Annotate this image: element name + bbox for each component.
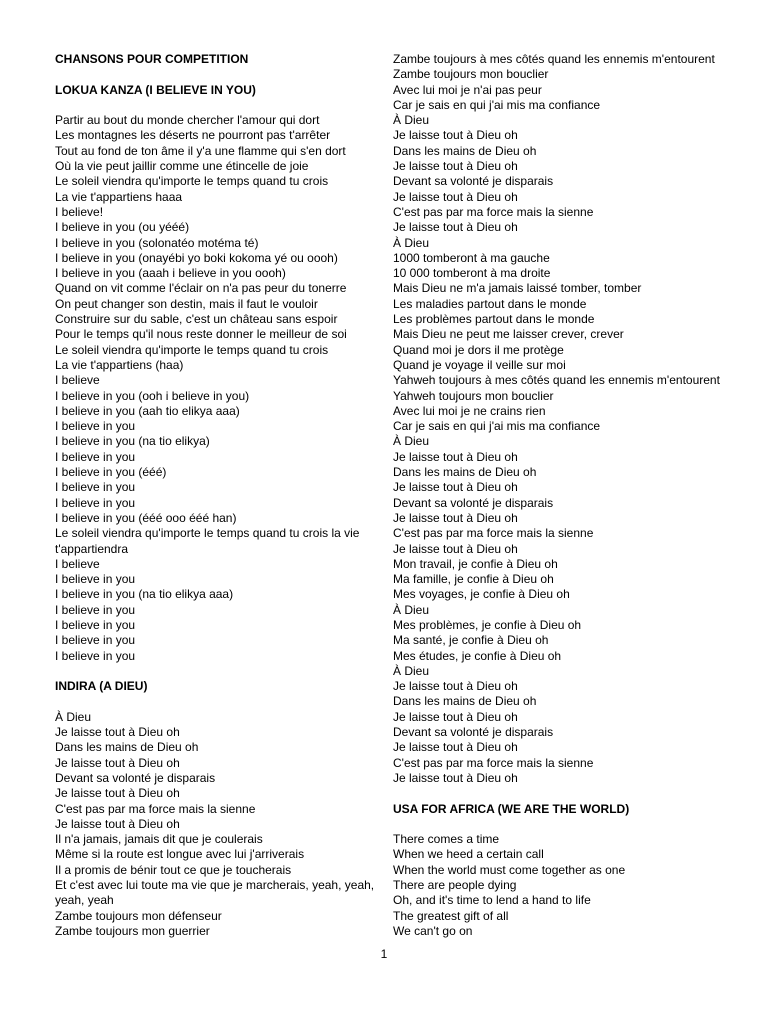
lyric-line: À Dieu (393, 235, 430, 250)
lyric-line: Je laisse tout à Dieu oh (393, 480, 518, 495)
lyric-line: I believe (55, 373, 100, 388)
song-heading-lokua-kanza: LOKUA KANZA (I BELIEVE IN YOU) (55, 82, 256, 97)
lyric-line: Je laisse tout à Dieu oh (393, 740, 518, 755)
lyric-line: I believe in you (na tio elikya) (55, 434, 210, 449)
lyric-line: Quand moi je dors il me protège (393, 342, 564, 357)
lyric-line: The greatest gift of all (393, 908, 509, 923)
lyric-line: Partir au bout du monde chercher l'amour qui dort (55, 113, 320, 128)
lyric-line: I believe in you (ééé) (55, 465, 167, 480)
lyric-line: I believe in you (55, 648, 136, 663)
song-heading-usa-for-africa: USA FOR AFRICA (WE ARE THE WORLD) (393, 801, 630, 816)
lyric-line: I believe in you (55, 419, 136, 434)
song-lyrics-indira-part-2 (393, 52, 743, 786)
lyric-line: Mais Dieu ne m'a jamais laissé tomber, tomber (393, 281, 642, 296)
song-lyrics-lokua-kanza (55, 113, 375, 664)
lyric-line: 10 000 tomberont à ma droite (393, 266, 551, 281)
lyric-line: I believe! (55, 204, 104, 219)
lyric-line: Zambe toujours mon bouclier (393, 67, 549, 82)
lyric-line: I believe in you (na tio elikya aaa) (55, 587, 234, 602)
song-lyrics-usa-for-africa (393, 832, 743, 939)
lyric-line: Dans les mains de Dieu oh (55, 740, 199, 755)
lyric-line: Dans les mains de Dieu oh (393, 694, 537, 709)
lyric-line: I believe in you (solonatéo motéma té) (55, 235, 259, 250)
lyric-line: Car je sais en qui j'ai mis ma confiance (393, 97, 601, 112)
lyric-line: Car je sais en qui j'ai mis ma confiance (393, 419, 601, 434)
lyric-line: Le soleil viendra qu'importe le temps quand tu crois la vie t'appartiendra (55, 526, 360, 556)
lyric-line: La vie t'appartiens (haa) (55, 357, 184, 372)
lyric-line: Ma santé, je confie à Dieu oh (393, 633, 549, 648)
lyric-line: Les problèmes partout dans le monde (393, 312, 595, 327)
lyric-line: I believe in you (55, 449, 136, 464)
lyric-line: Devant sa volonté je disparais (55, 770, 216, 785)
lyric-line: I believe in you (aah tio elikya aaa) (55, 403, 240, 418)
document-title: CHANSONS POUR COMPETITION (55, 52, 249, 66)
lyric-line: I believe in you (55, 495, 136, 510)
lyric-line: We can't go on (393, 923, 473, 938)
lyric-line: I believe (55, 556, 100, 571)
lyric-line: I believe in you (aaah i believe in you oooh) (55, 266, 286, 281)
lyric-line: Même si la route est longue avec lui j'arriverais (55, 847, 305, 862)
lyric-line: Ma famille, je confie à Dieu oh (393, 572, 554, 587)
lyric-line: À Dieu (393, 113, 430, 128)
lyric-line: I believe in you (55, 572, 136, 587)
lyric-line: I believe in you (55, 602, 136, 617)
lyric-line: Construire sur du sable, c'est un château sans espoir (55, 312, 338, 327)
lyric-line: There are people dying (393, 878, 517, 893)
lyric-line: Je laisse tout à Dieu oh (393, 128, 518, 143)
lyric-line: Je laisse tout à Dieu oh (393, 709, 518, 724)
song-heading-indira: INDIRA (A DIEU) (55, 679, 148, 694)
lyric-line: C'est pas par ma force mais la sienne (393, 204, 594, 219)
lyric-line: Je laisse tout à Dieu oh (393, 189, 518, 204)
page-number: 1 (380, 947, 388, 961)
lyric-line: Zambe toujours à mes côtés quand les ennemis m'entourent (393, 52, 715, 66)
lyric-line: I believe in you (55, 617, 136, 632)
lyric-line: Je laisse tout à Dieu oh (393, 679, 518, 694)
lyric-line: À Dieu (393, 434, 430, 449)
lyric-line: Oh, and it's time to lend a hand to life (393, 893, 591, 908)
lyric-line: Je laisse tout à Dieu oh (55, 755, 180, 770)
lyric-line: I believe in you (ooh i believe in you) (55, 388, 250, 403)
lyric-line: Avec lui moi je ne crains rien (393, 403, 546, 418)
lyric-line: Je laisse tout à Dieu oh (393, 220, 518, 235)
lyric-line: Je laisse tout à Dieu oh (393, 159, 518, 174)
lyric-line: C'est pas par ma force mais la sienne (393, 526, 594, 541)
lyric-line: Zambe toujours mon guerrier (55, 923, 210, 938)
lyric-line: Je laisse tout à Dieu oh (393, 449, 518, 464)
lyric-line: Je laisse tout à Dieu oh (55, 816, 180, 831)
lyric-line: Le soleil viendra qu'importe le temps quand tu crois (55, 342, 329, 357)
lyric-line: Yahweh toujours mon bouclier (393, 388, 554, 403)
lyric-line: Dans les mains de Dieu oh (393, 465, 537, 480)
lyric-line: Mes voyages, je confie à Dieu oh (393, 587, 570, 602)
lyric-line: I believe in you (ééé ooo ééé han) (55, 510, 237, 525)
lyric-line: Je laisse tout à Dieu oh (393, 541, 518, 556)
lyric-line: Mon travail, je confie à Dieu oh (393, 556, 558, 571)
lyric-line: Mes études, je confie à Dieu oh (393, 648, 562, 663)
lyric-line: Je laisse tout à Dieu oh (55, 786, 180, 801)
lyric-line: Où la vie peut jaillir comme une étincelle de joie (55, 159, 309, 174)
lyric-line: When the world must come together as one (393, 862, 626, 877)
lyric-line: Pour le temps qu'il nous reste donner le meilleur de soi (55, 327, 347, 342)
lyric-line: Mais Dieu ne peut me laisser crever, crever (393, 327, 624, 342)
lyric-line: À Dieu (393, 602, 430, 617)
lyric-line: La vie t'appartiens haaa (55, 189, 183, 204)
lyric-line: Mes problèmes, je confie à Dieu oh (393, 617, 582, 632)
lyric-line: When we heed a certain call (393, 847, 544, 862)
lyric-line: 1000 tomberont à ma gauche (393, 250, 550, 265)
lyric-line: Les montagnes les déserts ne pourront pas t'arrêter (55, 128, 331, 143)
lyric-line: À Dieu (393, 663, 430, 678)
lyric-line: I believe in you (onayébi yo boki kokoma yé ou oooh) (55, 250, 338, 265)
lyric-line: Devant sa volonté je disparais (393, 725, 554, 740)
lyric-line: Quand je voyage il veille sur moi (393, 357, 566, 372)
lyric-line: Je laisse tout à Dieu oh (393, 510, 518, 525)
lyric-line: Les maladies partout dans le monde (393, 296, 587, 311)
right-column (393, 52, 743, 939)
lyric-line: I believe in you (55, 480, 136, 495)
lyric-line: Tout au fond de ton âme il y'a une flamme qui s'en dort (55, 143, 346, 158)
lyric-line: Devant sa volonté je disparais (393, 495, 554, 510)
left-column (55, 52, 375, 939)
song-lyrics-indira-part-1 (55, 710, 375, 939)
lyric-line: There comes a time (393, 832, 500, 847)
lyric-line: C'est pas par ma force mais la sienne (55, 801, 256, 816)
lyric-line: Je laisse tout à Dieu oh (393, 770, 518, 785)
lyric-line: On peut changer son destin, mais il faut le vouloir (55, 296, 318, 311)
lyric-line: C'est pas par ma force mais la sienne (393, 755, 594, 770)
lyric-line: Le soleil viendra qu'importe le temps quand tu crois (55, 174, 329, 189)
lyric-line: Yahweh toujours à mes côtés quand les ennemis m'entourent (393, 373, 720, 388)
lyric-line: Je laisse tout à Dieu oh (55, 725, 180, 740)
lyric-line: Il a promis de bénir tout ce que je toucherais (55, 862, 292, 877)
lyric-line: Avec lui moi je n'ai pas peur (393, 82, 542, 97)
lyric-line: Dans les mains de Dieu oh (393, 143, 537, 158)
lyric-line: Zambe toujours mon défenseur (55, 908, 222, 923)
lyric-line: À Dieu (55, 709, 92, 724)
lyric-line: Devant sa volonté je disparais (393, 174, 554, 189)
lyric-line: Et c'est avec lui toute ma vie que je marcherais, yeah, yeah, yeah, yeah (55, 878, 375, 908)
lyric-line: I believe in you (ou yééé) (55, 220, 190, 235)
lyric-line: Quand on vit comme l'éclair on n'a pas peur du tonerre (55, 281, 347, 296)
lyric-line: I believe in you (55, 633, 136, 648)
lyric-line: Il n'a jamais, jamais dit que je coulerais (55, 832, 263, 847)
